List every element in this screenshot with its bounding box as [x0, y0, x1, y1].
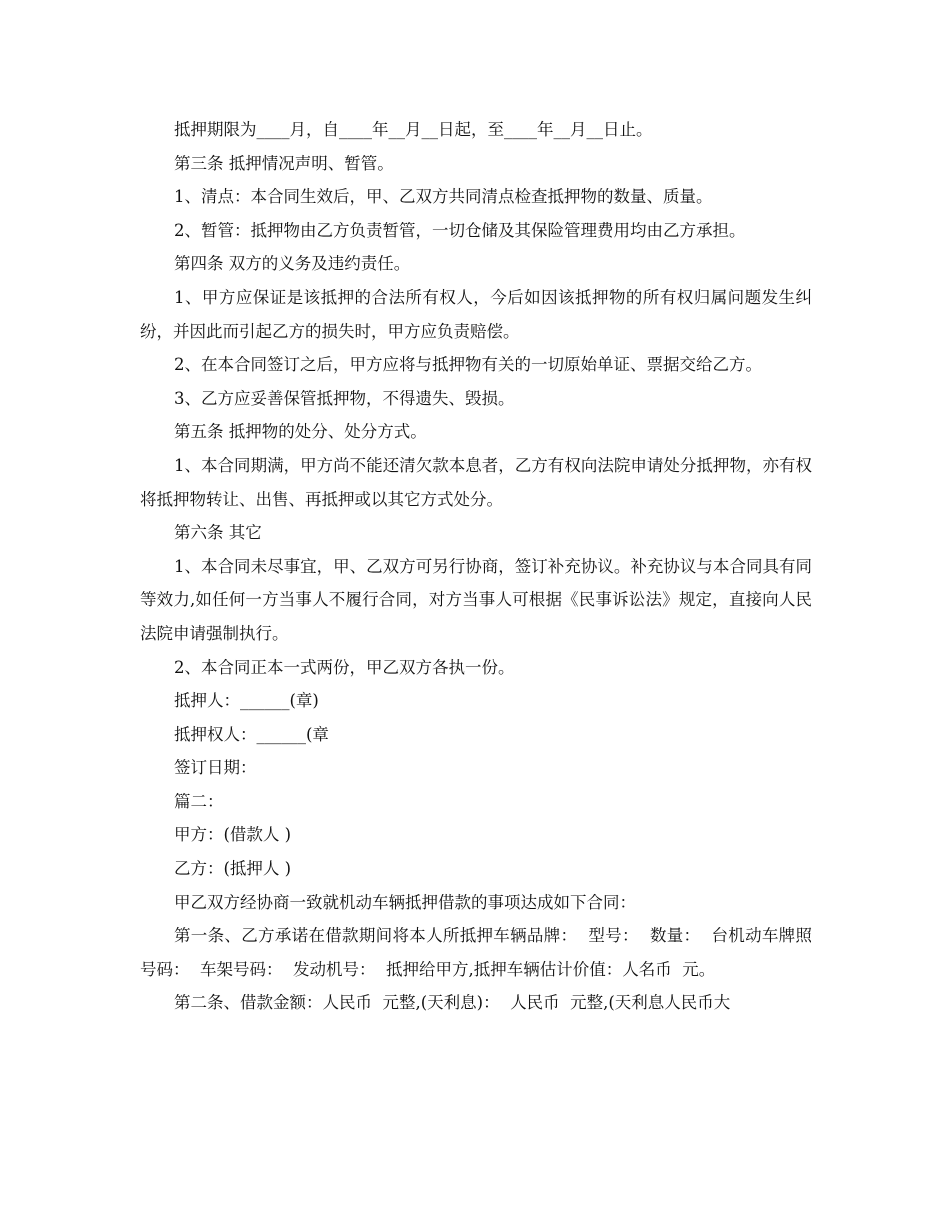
paragraph-supplementary: 1、本合同未尽事宜，甲、乙双方可另行协商，签订补充协议。补充协议与本合同具有同等效力,如任何一方当事人不履行合同，对方当事人可根据《民事诉讼法》规定，直接向人民法院申请强制执行。: [140, 556, 812, 643]
party-b: 乙方：(抵押人 ): [174, 859, 292, 879]
paragraph-documents-handover: 2、在本合同签订之后，甲方应将与抵押物有关的一切原始单证、票据交给乙方。: [174, 355, 762, 375]
heading-article-5: 第五条 抵押物的处分、处分方式。: [174, 422, 427, 442]
paragraph-mortgage-term: 抵押期限为____月，自____年__月__日起，至____年__月__日止。: [174, 120, 653, 139]
paragraph-disposal: 1、本合同期满，甲方尚不能还清欠款本息者，乙方有权向法院申请处分抵押物，亦有权将抵押物转让、出售、再抵押或以其它方式处分。: [140, 455, 812, 509]
paragraph-custody: 2、暂管：抵押物由乙方负责暂管，一切仓储及其保险管理费用均由乙方承担。: [174, 220, 746, 240]
party-a: 甲方：(借款人 ): [174, 825, 292, 845]
paragraph-article-1-vehicle: 第一条、乙方承诺在借款期间将本人所抵押车辆品牌： 型号： 数量： 台机动车牌照号码： 车架号码： 发动机号： 抵押给甲方,抵押车辆估计价值：人名币 元。: [140, 926, 812, 979]
heading-article-6: 第六条 其它: [174, 523, 262, 543]
signature-mortgagee: 抵押权人：______(章: [174, 724, 329, 744]
paragraph-agreement-intro: 甲乙双方经协商一致就机动车辆抵押借款的事项达成如下合同：: [174, 892, 636, 912]
contract-body: [140, 113, 812, 1020]
section-part-two: 篇二：: [174, 791, 224, 811]
signing-date: 签订日期：: [174, 758, 257, 778]
paragraph-count: 1、清点：本合同生效后，甲、乙双方共同清点检查抵押物的数量、质量。: [174, 187, 713, 207]
paragraph-safekeeping: 3、乙方应妥善保管抵押物，不得遗失、毁损。: [174, 388, 515, 408]
heading-article-4: 第四条 双方的义务及违约责任。: [174, 254, 411, 274]
signature-mortgagor: 抵押人：______(章): [174, 691, 319, 711]
paragraph-ownership-guarantee: 1、甲方应保证是该抵押的合法所有权人，今后如因该抵押物的所有权归属问题发生纠纷，并因此而引起乙方的损失时，甲方应负责赔偿。: [140, 287, 812, 341]
paragraph-article-2-amount: 第二条、借款金额：人民币 元整,(天利息)： 人民币 元整,(天利息人民币大: [174, 993, 731, 1013]
heading-article-3: 第三条 抵押情况声明、暂管。: [174, 153, 394, 173]
paragraph-copies: 2、本合同正本一式两份，甲乙双方各执一份。: [174, 657, 515, 677]
